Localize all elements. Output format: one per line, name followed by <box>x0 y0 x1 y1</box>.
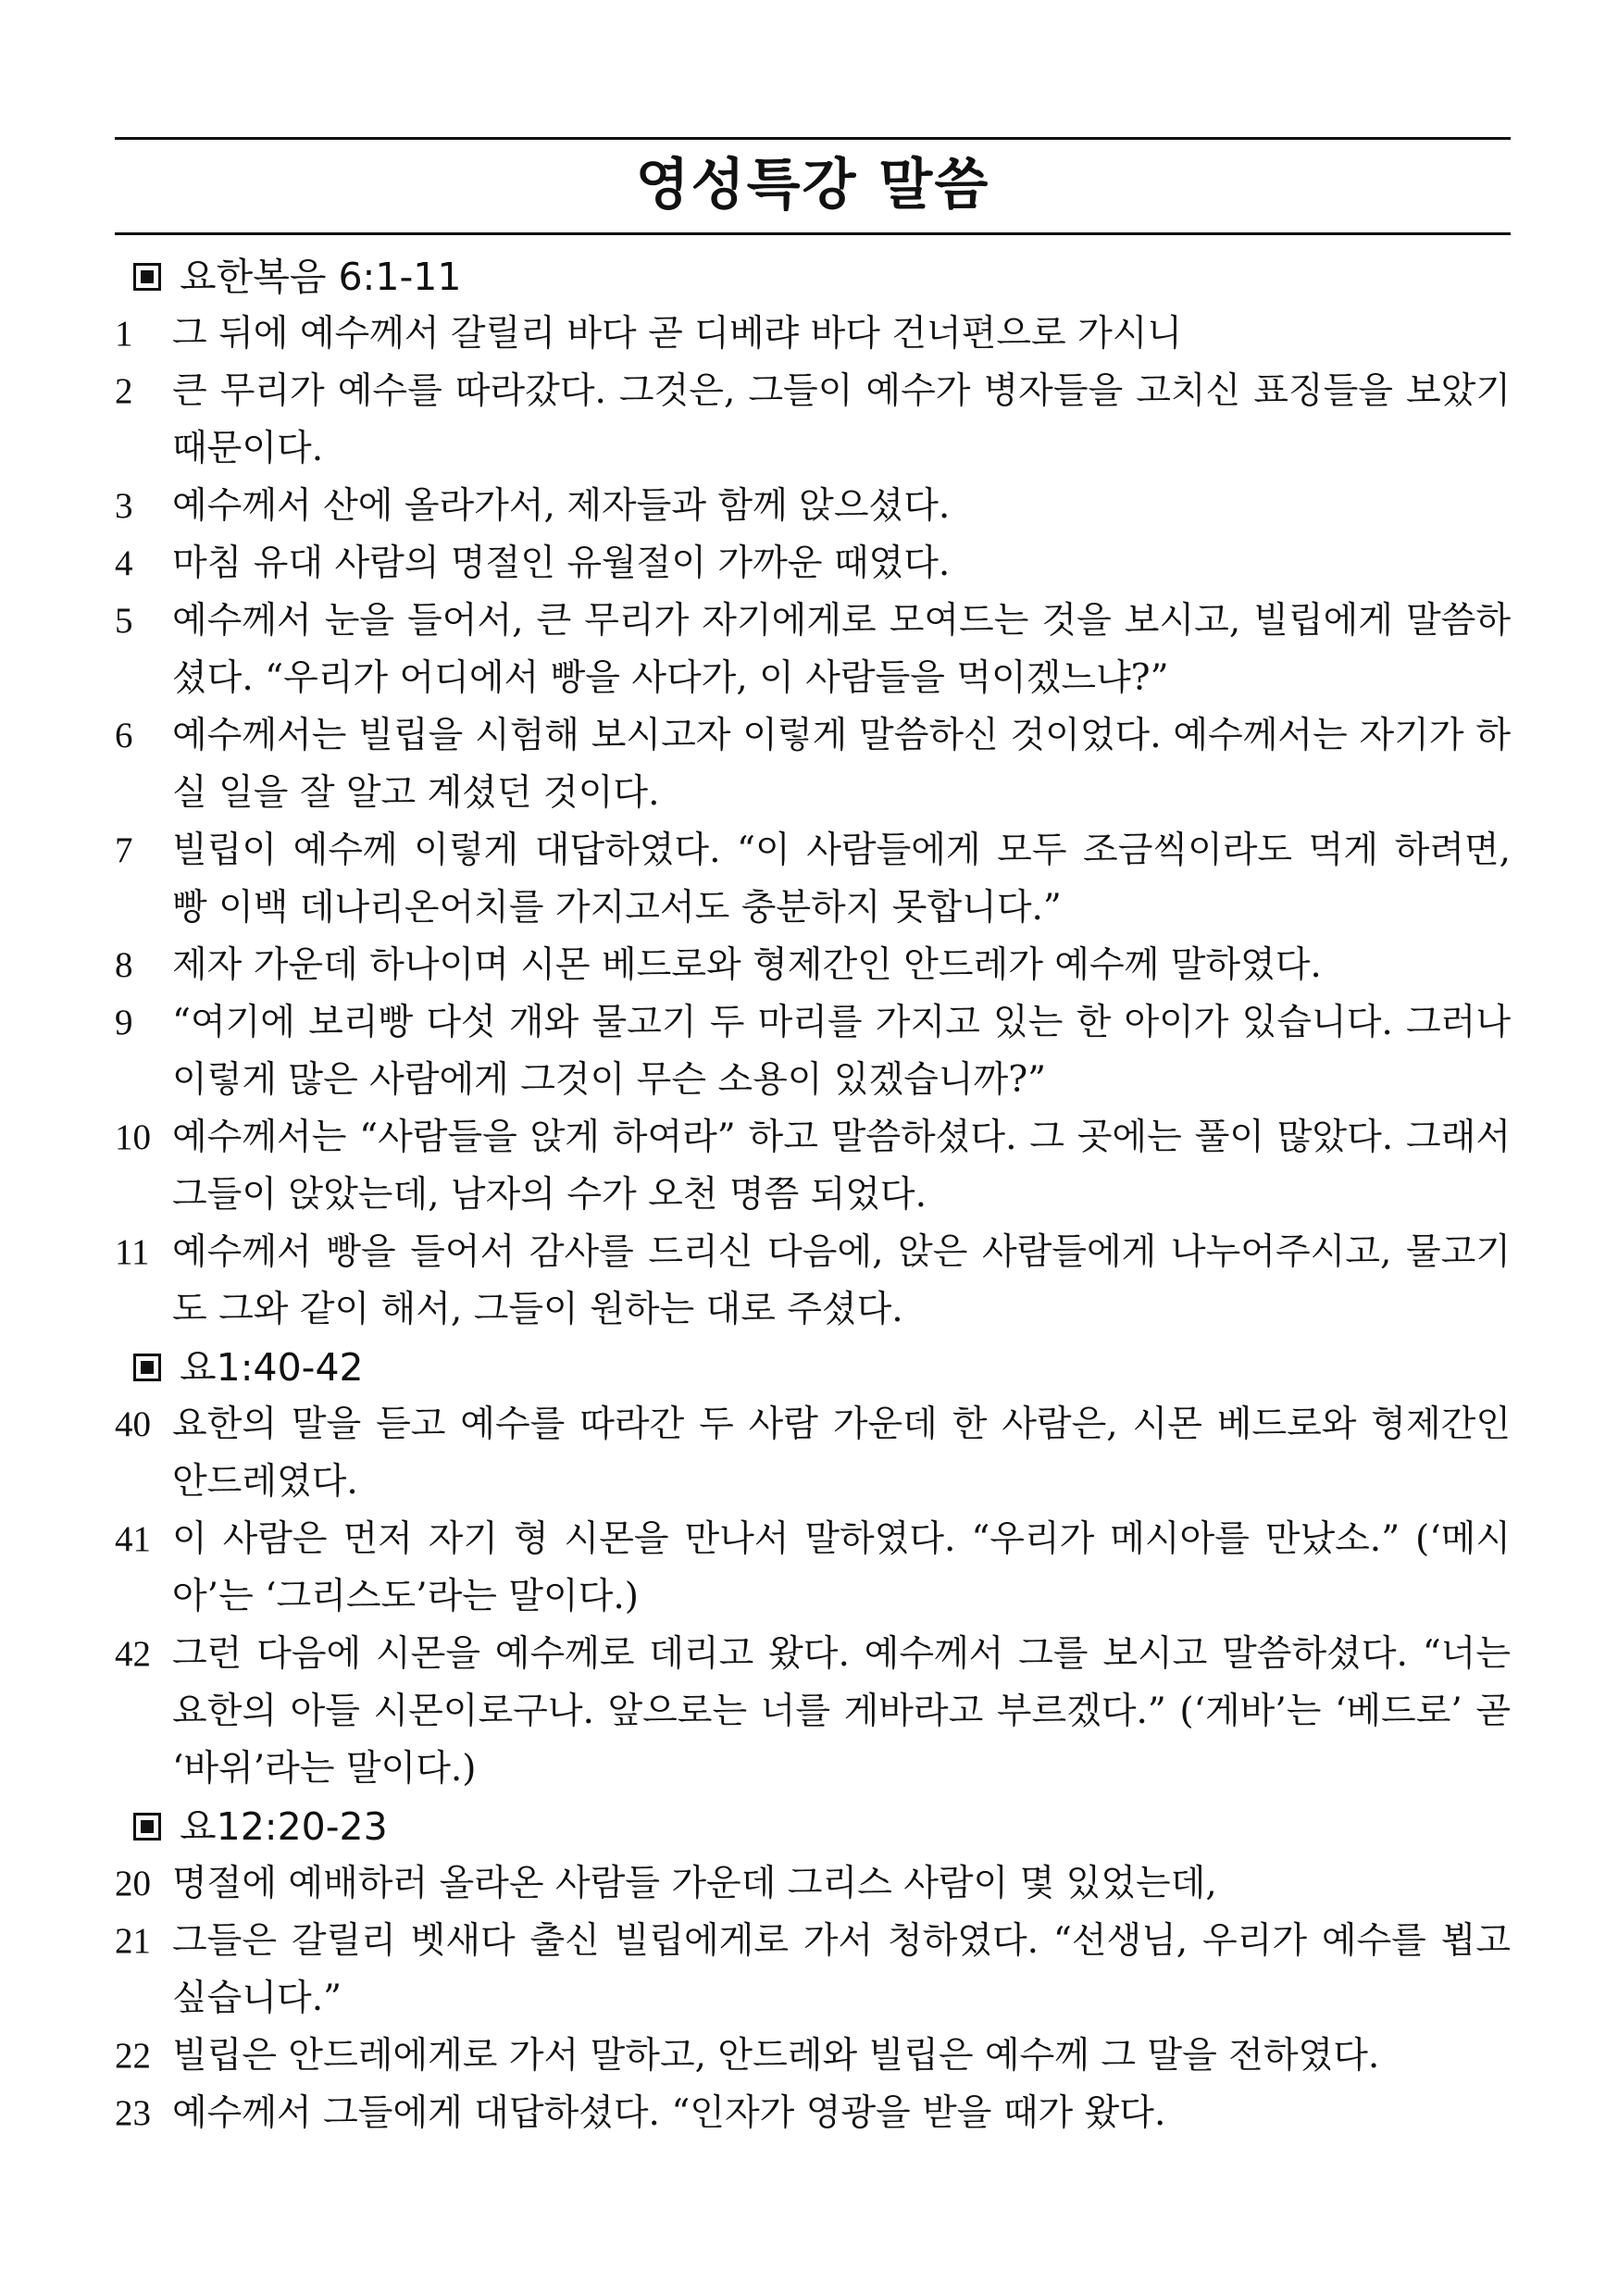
verse <box>115 2085 1511 2142</box>
verse <box>115 1626 1511 1798</box>
verse-number: 11 <box>115 1232 150 1272</box>
verse-number: 41 <box>115 1519 151 1559</box>
verse-text: 명절에 예배하러 올라온 사람들 가운데 그리스 사람이 몇 있었는데, <box>172 1863 1217 1904</box>
section-heading-text: 요1:40-42 <box>180 1345 364 1390</box>
verse-number: 2 <box>115 371 133 411</box>
verse-text: 빌립은 안드레에게로 가서 말하고, 안드레와 빌립은 예수께 그 말을 전하였다. <box>172 2035 1380 2077</box>
verse <box>115 1913 1511 2028</box>
verse <box>115 535 1511 593</box>
verse <box>115 994 1511 1109</box>
verse-text: 제자 가운데 하나이며 시몬 베드로와 형제간인 안드레가 예수께 말하였다. <box>172 944 1322 986</box>
verse-number: 10 <box>115 1117 151 1157</box>
scripture-content <box>115 248 1511 2142</box>
scripture-section-john-12 <box>115 1798 1511 2142</box>
verse-text: 예수께서는 빌립을 시험해 보시고자 이렇게 말씀하신 것이었다. 예수께서는 자기가 하실 일을 잘 알고 계셨던 것이다. <box>172 715 1511 814</box>
verse-text: 예수께서 그들에게 대답하셨다. “인자가 영광을 받을 때가 왔다. <box>172 2092 1166 2134</box>
verse-text: 예수께서 빵을 들어서 감사를 드리신 다음에, 앉은 사람들에게 나누어주시고, 물고기도 그와 같이 해서, 그들이 원하는 대로 주셨다. <box>172 1231 1511 1330</box>
verse-text: 요한의 말을 듣고 예수를 따라간 두 사람 가운데 한 사람은, 시몬 베드로와 형제간인 안드레였다. <box>172 1404 1511 1503</box>
scripture-section-john-6 <box>115 248 1511 1339</box>
verse-text: 그런 다음에 시몬을 예수께로 데리고 왔다. 예수께서 그를 보시고 말씀하셨다. “너는 요한의 아들 시몬이로구나. 앞으로는 너를 게바라고 부르겠다.” (‘게바’는 ‘베드로’ 곧 ‘바위’라는 말이다.) <box>172 1633 1511 1790</box>
verse-number: 20 <box>115 1864 151 1903</box>
verse-number: 23 <box>115 2093 151 2133</box>
verse-number: 42 <box>115 1634 151 1674</box>
verse-number: 40 <box>115 1404 151 1444</box>
verse-text: 빌립이 예수께 이렇게 대답하였다. “이 사람들에게 모두 조금씩이라도 먹게 하려면, 빵 이백 데나리온어치를 가지고서도 충분하지 못합니다.” <box>172 830 1511 929</box>
title-top-rule <box>115 137 1511 140</box>
verse-number: 8 <box>115 945 133 985</box>
verse-number: 5 <box>115 601 133 641</box>
section-heading-text: 요한복음 6:1-11 <box>180 255 462 299</box>
verse-text: 마침 유대 사람의 명절인 유월절이 가까운 때였다. <box>172 543 951 584</box>
verse-number: 7 <box>115 830 133 870</box>
verse-text: “여기에 보리빵 다섯 개와 물고기 두 마리를 가지고 있는 한 아이가 있습니다. 그러나 이렇게 많은 사람에게 그것이 무슨 소용이 있겠습니까?” <box>172 1002 1511 1101</box>
verse <box>115 1224 1511 1339</box>
scripture-section-john-1 <box>115 1339 1511 1798</box>
filled-square-bullet-icon <box>133 263 161 291</box>
verse <box>115 1396 1511 1511</box>
section-heading <box>115 248 1511 306</box>
verse <box>115 707 1511 822</box>
verse-text: 그들은 갈릴리 벳새다 출신 빌립에게로 가서 청하였다. “선생님, 우리가 예수를 뵙고 싶습니다.” <box>172 1920 1511 2019</box>
verse-text: 예수께서 산에 올라가서, 제자들과 함께 앉으셨다. <box>172 485 951 527</box>
verse <box>115 478 1511 535</box>
section-heading <box>115 1798 1511 1855</box>
verse <box>115 2028 1511 2085</box>
verse <box>115 1855 1511 1913</box>
title-bottom-rule <box>115 232 1511 235</box>
verse <box>115 1109 1511 1224</box>
verse-number: 9 <box>115 1003 133 1042</box>
filled-square-bullet-icon <box>133 1813 161 1841</box>
verse-number: 22 <box>115 2036 151 2076</box>
page-title: 영성특강 말씀 <box>635 153 990 218</box>
verse <box>115 1511 1511 1626</box>
verse-number: 4 <box>115 543 133 583</box>
verse-number: 21 <box>115 1921 151 1961</box>
verse <box>115 306 1511 363</box>
verse-text: 예수께서 눈을 들어서, 큰 무리가 자기에게로 모여드는 것을 보시고, 빌립에게 말씀하셨다. “우리가 어디에서 빵을 사다가, 이 사람들을 먹이겠느냐?” <box>172 600 1511 699</box>
section-heading <box>115 1339 1511 1396</box>
filled-square-bullet-icon <box>133 1354 161 1381</box>
section-heading-text: 요12:20-23 <box>180 1804 388 1849</box>
verse-text: 그 뒤에 예수께서 갈릴리 바다 곧 디베랴 바다 건너편으로 가시니 <box>172 313 1183 355</box>
verse-text: 큰 무리가 예수를 따라갔다. 그것은, 그들이 예수가 병자들을 고치신 표징들을 보았기 때문이다. <box>172 370 1511 469</box>
verse-number: 3 <box>115 486 133 526</box>
verse-text: 예수께서는 “사람들을 앉게 하여라” 하고 말씀하셨다. 그 곳에는 풀이 많았다. 그래서 그들이 앉았는데, 남자의 수가 오천 명쯤 되었다. <box>172 1117 1511 1216</box>
verse <box>115 937 1511 994</box>
verse-number: 6 <box>115 716 133 755</box>
verse <box>115 363 1511 478</box>
verse-text: 이 사람은 먼저 자기 형 시몬을 만나서 말하였다. “우리가 메시아를 만났소.” (‘메시아’는 ‘그리스도’라는 말이다.) <box>172 1518 1511 1617</box>
verse-number: 1 <box>115 314 133 354</box>
verse <box>115 822 1511 937</box>
verse <box>115 593 1511 707</box>
